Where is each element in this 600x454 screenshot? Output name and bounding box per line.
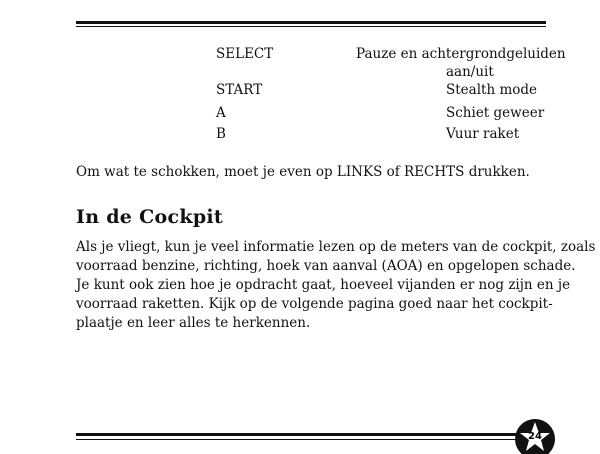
intro-text: Om wat te schokken, moet je even op LINKS of RECHTS drukken. (76, 164, 530, 180)
control-function-select-cont: aan/uit (446, 64, 494, 80)
control-key-b: B (216, 126, 226, 142)
control-function-a: Schiet geweer (446, 105, 545, 121)
body-paragraph (76, 238, 595, 333)
control-function-b: Vuur raket (446, 126, 520, 142)
control-key-select: SELECT (216, 46, 274, 62)
body-line: voorraad benzine, richting, hoek van aanval (AOA) en opgelopen schade. (76, 258, 576, 274)
control-function-start: Stealth mode (446, 82, 537, 98)
bottom-rule-thick (76, 433, 516, 436)
top-rule-thick (76, 21, 546, 24)
body-line: plaatje en leer alles te herkennen. (76, 315, 311, 331)
body-line: voorraad raketten. Kijk op de volgende pagina goed naar het cockpit- (76, 296, 553, 312)
top-rule-thin (76, 26, 546, 27)
section-heading: In de Cockpit (76, 206, 224, 228)
body-line: Je kunt ook zien hoe je opdracht gaat, hoeveel vijanden er nog zijn en je (76, 277, 571, 293)
page-number: 24 (528, 431, 542, 442)
control-function-select: Pauze en achtergrondgeluiden (356, 46, 566, 62)
body-line: Als je vliegt, kun je veel informatie lezen op de meters van de cockpit, zoals (76, 239, 596, 255)
control-key-start: START (216, 82, 263, 98)
control-key-a: A (216, 105, 226, 121)
bottom-rule-thin (76, 439, 516, 440)
